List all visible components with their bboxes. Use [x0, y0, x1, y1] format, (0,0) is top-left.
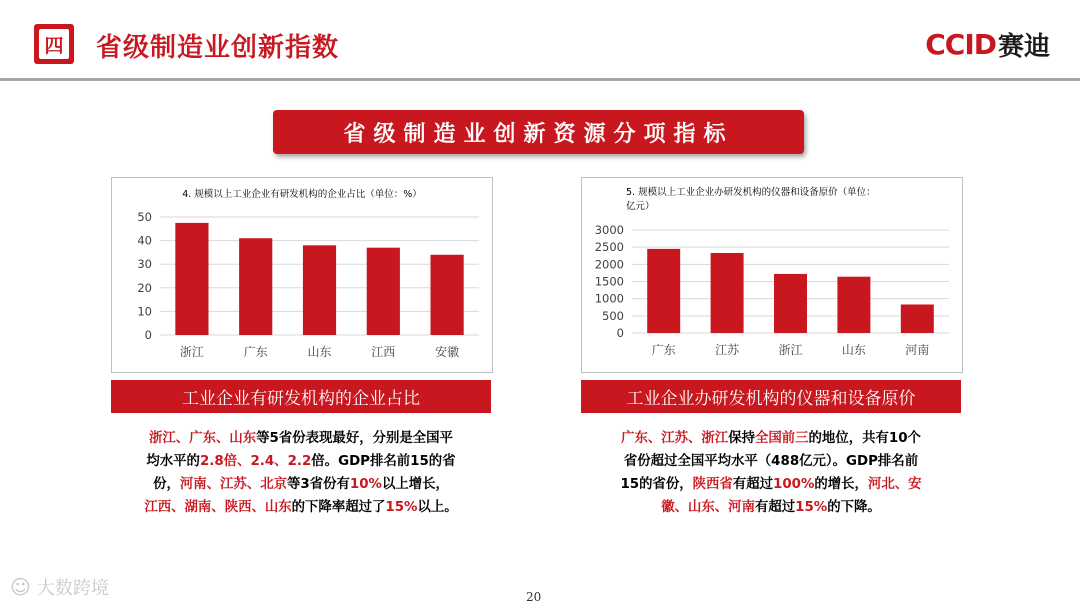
- right-description-text-run: 徽、山东、河南: [661, 500, 755, 515]
- y-tick-label: 40: [137, 233, 152, 248]
- y-tick-label: 3000: [594, 223, 624, 237]
- left-description-text-run: 以上增长，: [381, 477, 449, 492]
- bar: [431, 255, 464, 335]
- section-number: 四: [39, 29, 69, 59]
- right-description-text-run: 的增长，: [814, 477, 868, 492]
- chart-rd-institution-share: [111, 177, 493, 373]
- section-badge: [34, 24, 74, 64]
- y-tick-label: 500: [602, 308, 624, 323]
- bar: [175, 223, 208, 335]
- logo-cjk: 赛迪: [997, 31, 1050, 62]
- page-number: 20: [526, 590, 542, 604]
- watermark: [10, 574, 109, 600]
- right-description-text-run: 15%: [795, 500, 828, 515]
- ccid-logo: [925, 24, 1050, 64]
- left-description-text-run: 以上。: [417, 500, 458, 515]
- x-tick-label: 广东: [651, 343, 676, 357]
- chart-rd-equipment-value-svg: [582, 178, 962, 372]
- right-description-text-run: 全国前三: [754, 431, 809, 446]
- y-tick-label: 10: [137, 304, 152, 319]
- left-description-line: [111, 473, 491, 496]
- watermark-icon: ☺: [10, 575, 31, 599]
- left-description-text-run: 等3省份有: [287, 477, 350, 492]
- left-description-text-run: 15%: [385, 500, 418, 515]
- left-description: [111, 427, 491, 519]
- bar: [711, 253, 744, 333]
- watermark-text: 大数跨境: [36, 578, 109, 599]
- page-title: 省级制造业创新指数: [96, 33, 340, 63]
- right-description-text-run: 的地位，共有10个: [808, 431, 921, 446]
- header: [0, 0, 1080, 80]
- left-description-text-run: 等5省份表现最好，分别是全国平: [256, 431, 453, 446]
- y-tick-label: 20: [137, 280, 152, 295]
- bar: [647, 249, 680, 333]
- x-tick-label: 广东: [243, 345, 268, 359]
- x-tick-label: 浙江: [778, 343, 803, 357]
- y-tick-label: 2500: [594, 240, 624, 255]
- bar: [239, 238, 272, 335]
- left-description-text-run: 份，: [153, 477, 180, 492]
- right-description-text-run: 河北、安: [867, 477, 922, 492]
- x-tick-label: 江苏: [715, 343, 740, 357]
- left-subtitle-bar: [111, 380, 491, 413]
- right-description-text-run: 有超过: [754, 500, 796, 515]
- right-subtitle-bar: [581, 380, 961, 413]
- right-description-line: [581, 473, 961, 496]
- bar: [303, 245, 336, 335]
- header-divider: [0, 78, 1080, 81]
- y-tick-label: 1000: [594, 291, 624, 306]
- y-tick-label: 50: [137, 210, 152, 224]
- y-tick-label: 0: [144, 328, 152, 342]
- right-description-text-run: 的下降。: [827, 500, 881, 515]
- x-tick-label: 安徽: [435, 345, 460, 359]
- x-tick-label: 浙江: [179, 345, 204, 359]
- y-tick-label: 30: [137, 257, 152, 272]
- right-description-line: [581, 450, 961, 473]
- right-subtitle: 工业企业办研发机构的仪器和设备原价: [626, 389, 916, 409]
- left-description-text-run: 均水平的: [146, 454, 200, 469]
- bar: [901, 305, 934, 333]
- left-description-line: [111, 427, 491, 450]
- chart-rd-institution-share-svg: [112, 178, 492, 372]
- x-tick-label: 山东: [841, 343, 866, 357]
- right-description-text-run: 有超过: [732, 477, 774, 492]
- chart-title: 5. 规模以上工业企业办研发机构的仪器和设备原价（单位：: [626, 187, 876, 198]
- left-description-text-run: 河南、江苏、北京: [179, 477, 287, 492]
- bar: [367, 248, 400, 335]
- right-description-line: [581, 496, 961, 519]
- right-description-line: [581, 427, 961, 450]
- section-banner: [273, 110, 804, 154]
- left-description-line: [111, 496, 491, 519]
- chart-title: 亿元）: [626, 201, 655, 212]
- bar: [837, 277, 870, 333]
- right-description-text-run: 陕西省: [692, 477, 733, 492]
- x-tick-label: 江西: [371, 345, 396, 359]
- right-description-text-run: 广东、江苏、浙江: [621, 431, 729, 446]
- left-description-text-run: 江西、湖南、陕西、山东: [144, 500, 292, 515]
- left-description-text-run: 的下降率超过了: [291, 500, 386, 515]
- left-description-text-run: 倍。GDP排名前15的省: [311, 454, 456, 469]
- right-description-text-run: 100%: [773, 477, 815, 492]
- left-description-text-run: 浙江、广东、山东: [149, 431, 257, 446]
- logo-latin: CCID: [925, 27, 996, 61]
- right-description-text-run: 15的省份，: [620, 477, 693, 492]
- y-tick-label: 1500: [594, 274, 624, 289]
- chart-title: 4. 规模以上工业企业有研发机构的企业占比（单位：%）: [182, 189, 422, 200]
- bar: [774, 274, 807, 333]
- left-description-text-run: 10%: [349, 477, 382, 492]
- left-description-line: [111, 450, 491, 473]
- y-tick-label: 0: [616, 326, 624, 340]
- right-description-text-run: 省份超过全国平均水平（488亿元）。GDP排名前: [623, 454, 919, 469]
- x-tick-label: 河南: [905, 343, 930, 357]
- right-description: [581, 427, 961, 519]
- y-tick-label: 2000: [594, 257, 624, 272]
- chart-rd-equipment-value: [581, 177, 963, 373]
- x-tick-label: 山东: [307, 345, 332, 359]
- banner-title: 省级制造业创新资源分项指标: [343, 121, 734, 147]
- right-description-text-run: 保持: [728, 431, 755, 446]
- left-description-text-run: 2.8倍、2.4、2.2: [199, 454, 312, 469]
- left-subtitle: 工业企业有研发机构的企业占比: [182, 389, 420, 409]
